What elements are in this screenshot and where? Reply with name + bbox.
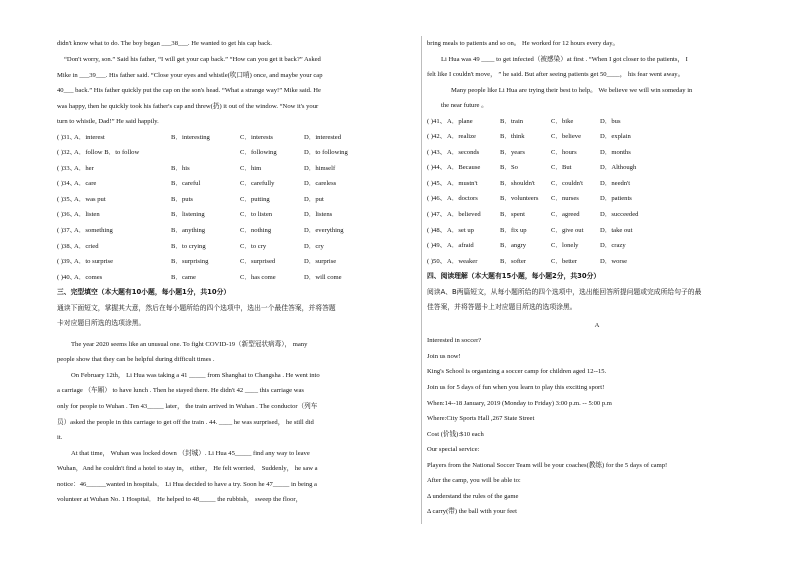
question-39: ( )39、 A．to surprise B．surprising C．surprised D．surprise bbox=[57, 254, 415, 270]
question-50: ( )50、 A．weaker B．softer C．better D．worse bbox=[427, 254, 767, 270]
question-44: ( )44、 A．Because B．So C．But D．Although bbox=[427, 160, 767, 176]
option-d[interactable]: D．explain bbox=[600, 133, 631, 141]
question-41: ( )41、 A．plane B．train C．bike D．bus bbox=[427, 114, 767, 130]
option-d[interactable]: D．listens bbox=[304, 211, 333, 219]
left-column bbox=[57, 36, 415, 508]
option-c[interactable]: C．carefully bbox=[240, 180, 275, 188]
option-d[interactable]: D．cry bbox=[304, 242, 324, 250]
option-d[interactable]: D．to following bbox=[304, 149, 348, 157]
option-c[interactable]: C．to listen bbox=[240, 211, 273, 219]
ad-line: Players from the National Soccer Team will be your coaches(教练) for the 5 days of camp! bbox=[427, 461, 668, 469]
passage-label: A bbox=[594, 321, 600, 329]
option-d[interactable]: D．take out bbox=[600, 226, 633, 234]
option-a[interactable]: A．listen bbox=[74, 211, 100, 219]
question-42: ( )42、 A．realize B．think C．believe D．explain bbox=[427, 129, 767, 145]
option-c[interactable]: C．better bbox=[551, 257, 578, 265]
option-d[interactable]: D．succeeded bbox=[600, 211, 639, 219]
question-36: ( )36、 A．listen B．listening C．to listen D．listens bbox=[57, 207, 415, 223]
option-a[interactable]: A．was put bbox=[74, 195, 106, 203]
option-a[interactable]: A．follow B．to follow bbox=[74, 149, 140, 157]
option-b[interactable]: B．came bbox=[171, 273, 196, 281]
option-b[interactable]: B．train bbox=[500, 117, 524, 125]
ad-line: Our special service: bbox=[427, 446, 480, 454]
option-c[interactable]: C．bike bbox=[551, 117, 574, 125]
option-d[interactable]: D．surprise bbox=[304, 258, 337, 266]
option-b[interactable]: B．volunteers bbox=[500, 195, 539, 203]
question-45: ( )45、 A．mustn't B．shouldn't C．couldn't D．needn't bbox=[427, 176, 767, 192]
option-d[interactable]: D．everything bbox=[304, 227, 344, 235]
option-c[interactable]: C．hours bbox=[551, 148, 577, 156]
option-a[interactable]: A．Because bbox=[447, 164, 481, 172]
option-b[interactable]: B．his bbox=[171, 164, 190, 172]
section-3-instructions: 卡对应题目所选的选项涂黑。 bbox=[57, 319, 146, 328]
passage-line: it. bbox=[57, 434, 63, 442]
option-c[interactable]: C．interests bbox=[240, 133, 273, 141]
option-c[interactable]: C．him bbox=[240, 164, 262, 172]
section-4-title: 四、阅读理解（本大题有15小题，每小题2分，共30分） bbox=[427, 272, 601, 281]
option-a[interactable]: A．something bbox=[74, 227, 113, 235]
option-d[interactable]: D．patients bbox=[600, 195, 632, 203]
section-4-instructions: 佳答案，并将答题卡上对应题目所选的选项涂黑。 bbox=[427, 303, 577, 312]
question-47: ( )47、 A．believed B．spent C．agreed D．succeeded bbox=[427, 207, 767, 223]
option-b[interactable]: B．puts bbox=[171, 195, 193, 203]
option-a[interactable]: A．plane bbox=[447, 117, 473, 125]
option-b[interactable]: B．think bbox=[500, 133, 525, 141]
option-d[interactable]: D．needn't bbox=[600, 179, 631, 187]
option-b[interactable]: B．years bbox=[500, 148, 525, 156]
question-31: ( )31、 A．interest B．interesting C．interests D．interested bbox=[57, 130, 415, 146]
option-b[interactable]: B．So bbox=[500, 164, 518, 172]
option-d[interactable]: D．crazy bbox=[600, 242, 626, 250]
passage-line: At that time， Wuhan was locked down （封城）. Li Hua 45_____ find any way to leave bbox=[71, 449, 310, 457]
ad-line: Join us now! bbox=[427, 352, 461, 360]
option-a[interactable]: A．doctors bbox=[447, 195, 478, 203]
option-b[interactable]: B．interesting bbox=[171, 133, 210, 141]
option-a[interactable]: A．comes bbox=[74, 273, 103, 281]
option-c[interactable]: C．nothing bbox=[240, 227, 272, 235]
section-3-instructions: 通读下面短文，掌握其大意，然后在每小题所给的四个选项中，选出一个最佳答案，并将答题 bbox=[57, 303, 336, 312]
option-d[interactable]: D．careless bbox=[304, 180, 337, 188]
option-a[interactable]: A．cried bbox=[74, 242, 99, 250]
passage-line: Many people like Li Hua are trying their best to help。 We believe we will win someday in bbox=[451, 86, 693, 94]
option-c[interactable]: C．agreed bbox=[551, 211, 580, 219]
ad-line: After the camp, you will be able to: bbox=[427, 477, 521, 485]
option-b[interactable]: B．fix up bbox=[500, 226, 527, 234]
option-d[interactable]: D．interested bbox=[304, 133, 341, 141]
passage-line: the near future 。 bbox=[441, 102, 488, 110]
section-4-instructions: 阅读A、B两篇短文，从每小题所给的四个选项中，选出能回答所提问题或完成所给句子的最 bbox=[427, 287, 702, 296]
option-a[interactable]: A．afraid bbox=[447, 242, 474, 250]
option-a[interactable]: A．seconds bbox=[447, 148, 480, 156]
option-d[interactable]: D．Although bbox=[600, 164, 637, 172]
option-b[interactable]: B．angry bbox=[500, 242, 527, 250]
ad-line: Δ carry(带) the ball with your feet bbox=[427, 508, 517, 516]
ad-line: Where:City Sports Hall ,267 State Street bbox=[427, 415, 535, 423]
passage-line: a carriage （车厢） to have lunch . Then he stayed there. He didn't 42 ____ this carriage was bbox=[57, 387, 304, 395]
option-c[interactable]: C．couldn't bbox=[551, 179, 583, 187]
option-a[interactable]: A．set up bbox=[447, 226, 474, 234]
question-38: ( )38、 A．cried B．to crying C．to cry D．cry bbox=[57, 239, 415, 255]
option-a[interactable]: A．to surprise bbox=[74, 258, 114, 266]
option-d[interactable]: D．put bbox=[304, 195, 324, 203]
text-line: was happy, then he quickly took his father's cap and threw(扔) it out of the window. “Now it's your bbox=[57, 102, 319, 110]
text-line: didn't know what to do. The boy began ___38___. He wanted to get his cap back. bbox=[57, 40, 272, 47]
right-column bbox=[427, 36, 767, 520]
passage-line: 员）asked the people in this carriage to get off the train . 44. ____ he was surprised， he still did bbox=[57, 418, 314, 426]
ad-line: Join us for 5 days of fun when you learn to play this exciting sport! bbox=[427, 384, 605, 392]
question-46: ( )46、 A．doctors B．volunteers C．nurses D．patients bbox=[427, 191, 767, 207]
text-line: 40___ back.” His father quickly put the cap on the son's head. “What a strange way!” Mike said. He bbox=[57, 87, 321, 95]
passage-line: Wuhan，And he couldn't find a hotel to stay in， either， He felt worried． Suddenly， he saw a bbox=[57, 465, 318, 473]
text-line: turn to whistle, Dad!” He said happily. bbox=[57, 118, 159, 126]
option-c[interactable]: C．to cry bbox=[240, 242, 267, 250]
text-line: “Don't worry, son.” Said his father, “I will get your cap back.” “How can you get it back?” Asked bbox=[64, 56, 321, 63]
ad-line: King's School is organizing a soccer camp for children aged 12--15. bbox=[427, 368, 607, 376]
question-43: ( )43、 A．seconds B．years C．hours D．months bbox=[427, 145, 767, 161]
option-c[interactable]: C．nurses bbox=[551, 195, 579, 203]
question-37: ( )37、 A．something B．anything C．nothing D．everything bbox=[57, 223, 415, 239]
option-b[interactable]: B．careful bbox=[171, 180, 201, 188]
option-c[interactable]: C．surprised bbox=[240, 258, 276, 266]
question-48: ( )48、 A．set up B．fix up C．give out D．take out bbox=[427, 223, 767, 239]
passage-line: notice：46______wanted in hospitals． Li Hua decided to have a try. Soon he 47_____ in being a bbox=[57, 480, 317, 488]
option-a[interactable]: A．weaker bbox=[447, 257, 478, 265]
passage-line: bring meals to patients and so on。 He worked for 12 hours every day。 bbox=[427, 40, 620, 47]
ad-line: Cost (价钱):$10 each bbox=[427, 430, 484, 438]
option-a[interactable]: A．her bbox=[74, 164, 94, 172]
column-divider bbox=[421, 36, 422, 524]
option-d[interactable]: D．himself bbox=[304, 164, 336, 172]
option-d[interactable]: D．bus bbox=[600, 117, 621, 125]
option-c[interactable]: C．But bbox=[551, 164, 572, 172]
ad-line: When:14--18 January, 2019 (Monday to Friday) 3:00 p.m. -- 5:00 p.m bbox=[427, 399, 612, 407]
passage-line: people show that they can be helpful during difficult times . bbox=[57, 356, 215, 364]
option-c[interactable]: C．has come bbox=[240, 273, 276, 281]
option-c[interactable]: C．believe bbox=[551, 133, 582, 141]
option-d[interactable]: D．worse bbox=[600, 257, 628, 265]
passage-line: only for people to Wuhan . Ten 43_____ later， the train arrived in Wuhan . The conductor（列车 bbox=[57, 403, 318, 411]
option-d[interactable]: D．will come bbox=[304, 273, 342, 281]
option-b[interactable]: B．shouldn't bbox=[500, 179, 535, 187]
option-b[interactable]: B．anything bbox=[171, 227, 206, 235]
option-d[interactable]: D．months bbox=[600, 148, 631, 156]
text-line: Mike in ___39___. His father said. “Close your eyes and whistle(吹口哨) once, and maybe your cap bbox=[57, 71, 323, 79]
option-b[interactable]: B．softer bbox=[500, 257, 527, 265]
question-32: ( )32、 A．follow B．to follow C．following D．to following bbox=[57, 145, 415, 161]
passage-line: Li Hua was 49 ____ to get infected（被感染）at first . “When I got closer to the patients， I bbox=[441, 55, 688, 63]
ad-line: Interested in soccer? bbox=[427, 337, 482, 345]
option-b[interactable]: B．to crying bbox=[171, 242, 206, 250]
question-49: ( )49、 A．afraid B．angry C．lonely D．crazy bbox=[427, 238, 767, 254]
option-c[interactable]: C．lonely bbox=[551, 242, 579, 250]
passage-line: volunteer at Wuhan No. 1 Hospital． He helped to 48_____ the rubbish， sweep the floor， bbox=[57, 496, 303, 504]
option-a[interactable]: A．believed bbox=[447, 211, 481, 219]
question-35: ( )35、 A．was put B．puts C．putting D．put bbox=[57, 192, 415, 208]
section-3-title: 三、完型填空（本大题有10小题，每小题1分，共10分） bbox=[57, 288, 231, 297]
question-34: ( )34、 A．care B．careful C．carefully D．careless bbox=[57, 176, 415, 192]
question-33: ( )33、 A．her B．his C．him D．himself bbox=[57, 161, 415, 177]
option-c[interactable]: C．putting bbox=[240, 195, 270, 203]
passage-line: The year 2020 seems like an unusual one. To fight COVID-19（新型冠状病毒）， many bbox=[71, 340, 308, 348]
option-a[interactable]: A．interest bbox=[74, 133, 105, 141]
ad-line: Δ understand the rules of the game bbox=[427, 492, 519, 500]
option-a[interactable]: A．mustn't bbox=[447, 179, 478, 187]
option-b[interactable]: B．listening bbox=[171, 211, 205, 219]
option-b[interactable]: B．spent bbox=[500, 211, 525, 219]
passage-line: felt like I couldn't move， ” he said. But after seeing patients get 50____， his fear went away。 bbox=[427, 71, 685, 79]
passage-line: On February 12th， Li Hua was taking a 41 _____ from Shanghai to Changsha . He went into bbox=[71, 371, 320, 379]
question-40: ( )40、 A．comes B．came C．has come D．will come bbox=[57, 270, 415, 286]
option-a[interactable]: A．care bbox=[74, 180, 97, 188]
option-b[interactable]: B．surprising bbox=[171, 258, 209, 266]
option-c[interactable]: C．following bbox=[240, 149, 277, 157]
option-c[interactable]: C．give out bbox=[551, 226, 584, 234]
option-a[interactable]: A．realize bbox=[447, 133, 476, 141]
